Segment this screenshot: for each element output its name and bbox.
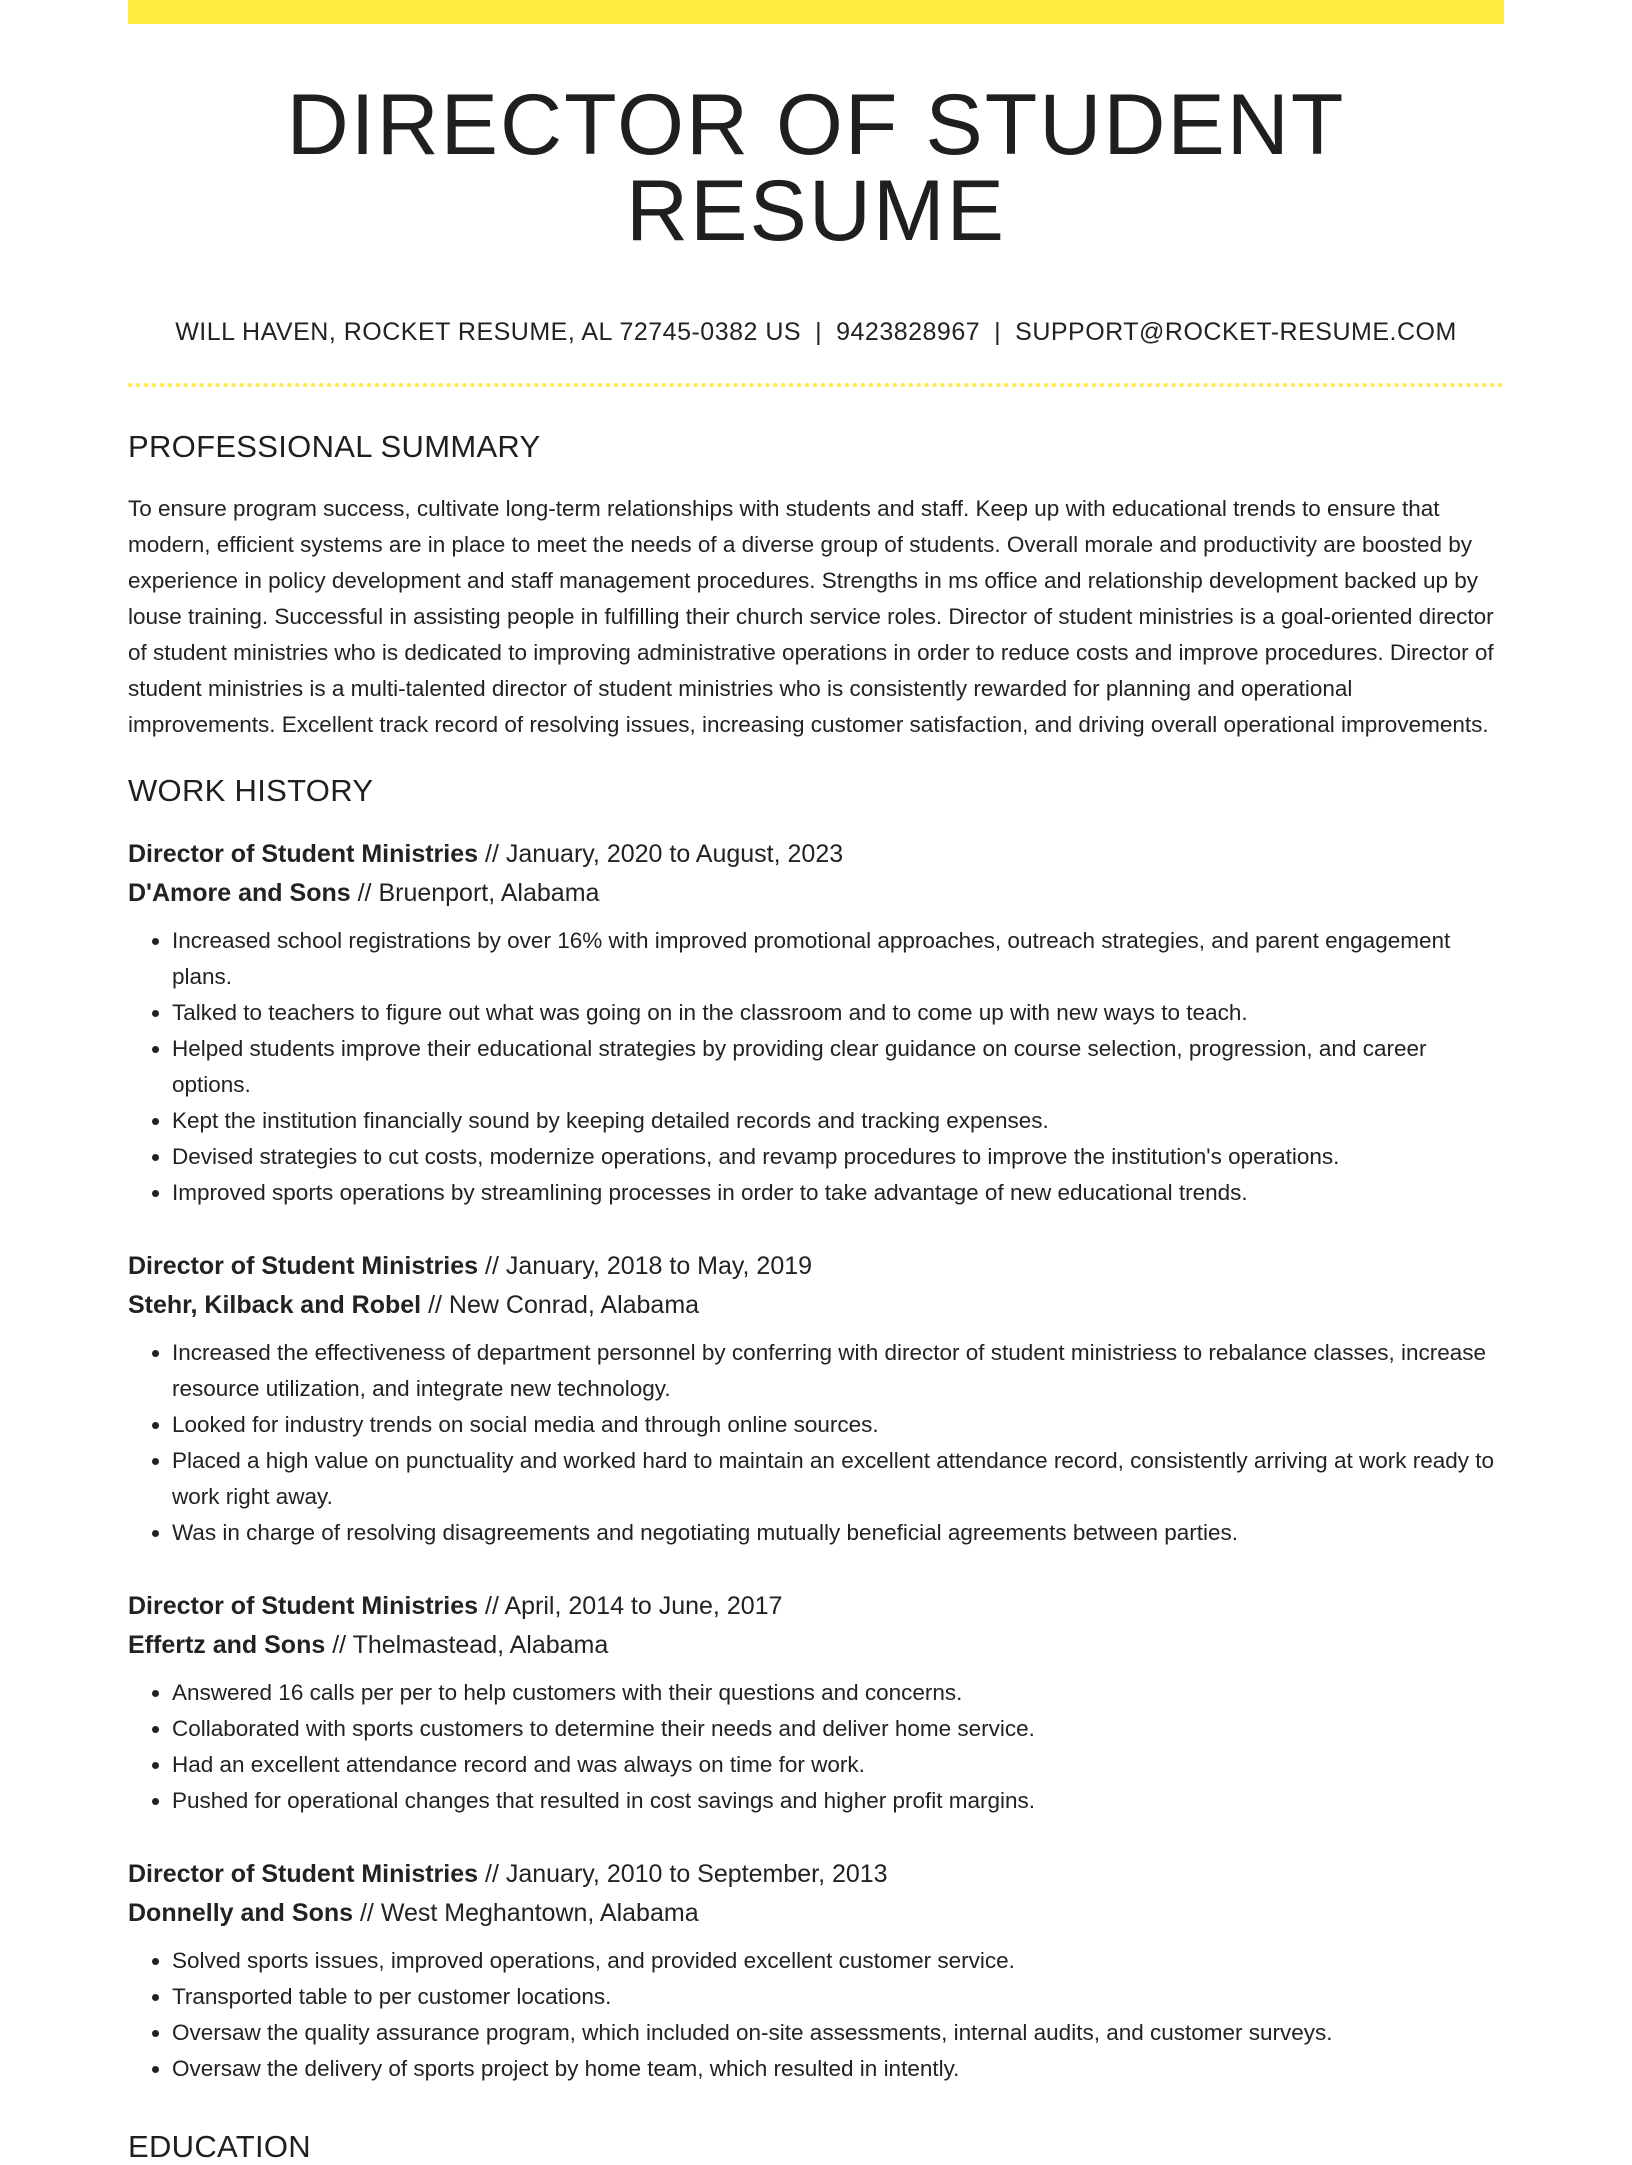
accent-top-bar bbox=[128, 0, 1504, 24]
job-bullet: • Collaborated with sports customers to determine their needs and deliver home service. bbox=[172, 1711, 1504, 1747]
resume-page bbox=[128, 0, 1504, 2165]
job-dates: // January, 2020 to August, 2023 bbox=[485, 840, 844, 868]
job-company: Donnelly and Sons bbox=[128, 1899, 354, 1927]
job-title-line bbox=[128, 1247, 1504, 1286]
job-bullet: • Kept the institution financially sound by keeping detailed records and tracking expenses. bbox=[172, 1103, 1504, 1139]
summary-heading: PROFESSIONAL SUMMARY bbox=[128, 429, 541, 464]
job-bullet: • Transported table to per customer locations. bbox=[172, 1979, 1504, 2015]
contact-phone: 9423828967 bbox=[836, 318, 981, 346]
job-dates: // January, 2018 to May, 2019 bbox=[485, 1252, 813, 1280]
job-company: Effertz and Sons bbox=[128, 1631, 326, 1659]
job-bullet: • Talked to teachers to figure out what was going on in the classroom and to come up with new ways to teach. bbox=[172, 995, 1504, 1031]
job-bullet: • Had an excellent attendance record and was always on time for work. bbox=[172, 1747, 1504, 1783]
contact-separator: | bbox=[994, 318, 1002, 346]
job-bullet: • Answered 16 calls per per to help customers with their questions and concerns. bbox=[172, 1675, 1504, 1711]
job-dates: // April, 2014 to June, 2017 bbox=[485, 1592, 783, 1620]
job-entry bbox=[128, 1587, 1504, 1819]
job-bullet: • Pushed for operational changes that resulted in cost savings and higher profit margins. bbox=[172, 1783, 1504, 1819]
jobs-list bbox=[128, 835, 1504, 2087]
job-entry bbox=[128, 1247, 1504, 1551]
job-entry bbox=[128, 1855, 1504, 2087]
contact-separator: | bbox=[815, 318, 823, 346]
job-company-line bbox=[128, 1286, 1504, 1325]
job-bullet: • Looked for industry trends on social media and through online sources. bbox=[172, 1407, 1504, 1443]
job-title: Director of Student Ministries bbox=[128, 840, 479, 868]
job-bullet: • Solved sports issues, improved operations, and provided excellent customer service. bbox=[172, 1943, 1504, 1979]
job-title: Director of Student Ministries bbox=[128, 1252, 479, 1280]
education-heading: EDUCATION bbox=[128, 2129, 311, 2164]
job-bullet: • Oversaw the delivery of sports project by home team, which resulted in intently. bbox=[172, 2051, 1504, 2087]
job-location: // Bruenport, Alabama bbox=[357, 879, 600, 907]
job-dates: // January, 2010 to September, 2013 bbox=[485, 1860, 888, 1888]
resume-title: DIRECTOR OF STUDENT RESUME bbox=[286, 77, 1346, 259]
job-company-line bbox=[128, 1626, 1504, 1665]
job-bullet: • Increased school registrations by over 16% with improved promotional approaches, outreach strategies, and parent engagement plans. bbox=[172, 923, 1504, 995]
job-title-line bbox=[128, 1855, 1504, 1894]
summary-text: To ensure program success, cultivate long-term relationships with students and staff. Keep up with educational trends to ensure that modern, efficient systems are in place to meet the needs of a diverse group of students. Overall morale and productivity are boosted by experience in policy development and staff management procedures. Strengths in ms office and relationship development backed up by louse training. Successful in assisting people in fulfilling their church service roles. Director of student ministries is a goal-oriented director of student ministries who is dedicated to improving administrative operations in order to reduce costs and improve procedures. Director of student ministries is a multi-talented director of student ministries who is consistently rewarded for planning and operational improvements. Excellent track record of resolving issues, increasing customer satisfaction, and driving overall operational improvements. bbox=[128, 496, 1494, 737]
job-bullet: • Devised strategies to cut costs, modernize operations, and revamp procedures to improve the institution's operations. bbox=[172, 1139, 1504, 1175]
job-bullet: • Increased the effectiveness of department personnel by conferring with director of student ministriess to rebalance classes, increase resource utilization, and integrate new technology. bbox=[172, 1335, 1504, 1407]
job-bullets bbox=[128, 1675, 1504, 1819]
job-bullet: • Was in charge of resolving disagreements and negotiating mutually beneficial agreements between parties. bbox=[172, 1515, 1504, 1551]
job-bullet: • Oversaw the quality assurance program, which included on-site assessments, internal audits, and customer surveys. bbox=[172, 2015, 1504, 2051]
job-company: Stehr, Kilback and Robel bbox=[128, 1291, 422, 1319]
job-bullets bbox=[128, 1943, 1504, 2087]
job-company-line bbox=[128, 874, 1504, 913]
job-bullets bbox=[128, 923, 1504, 1211]
job-company-line bbox=[128, 1894, 1504, 1933]
job-bullet: • Helped students improve their educational strategies by providing clear guidance on course selection, progression, and career options. bbox=[172, 1031, 1504, 1103]
job-title-line bbox=[128, 1587, 1504, 1626]
contact-email: SUPPORT@ROCKET-RESUME.COM bbox=[1015, 318, 1457, 346]
job-bullet: • Placed a high value on punctuality and worked hard to maintain an excellent attendance record, consistently arriving at work ready to work right away. bbox=[172, 1443, 1504, 1515]
job-company: D'Amore and Sons bbox=[128, 879, 351, 907]
job-location: // West Meghantown, Alabama bbox=[359, 1899, 699, 1927]
dotted-divider bbox=[128, 383, 1504, 387]
job-bullet: • Improved sports operations by streamlining processes in order to take advantage of new educational trends. bbox=[172, 1175, 1504, 1211]
job-bullets bbox=[128, 1335, 1504, 1551]
job-location: // Thelmastead, Alabama bbox=[332, 1631, 609, 1659]
job-location: // New Conrad, Alabama bbox=[428, 1291, 700, 1319]
job-entry bbox=[128, 835, 1504, 1211]
job-title: Director of Student Ministries bbox=[128, 1860, 479, 1888]
contact-line bbox=[128, 318, 1504, 347]
contact-address: WILL HAVEN, ROCKET RESUME, AL 72745-0382 US bbox=[175, 318, 802, 346]
job-title-line bbox=[128, 835, 1504, 874]
work-history-heading: WORK HISTORY bbox=[128, 773, 374, 808]
job-title: Director of Student Ministries bbox=[128, 1592, 479, 1620]
